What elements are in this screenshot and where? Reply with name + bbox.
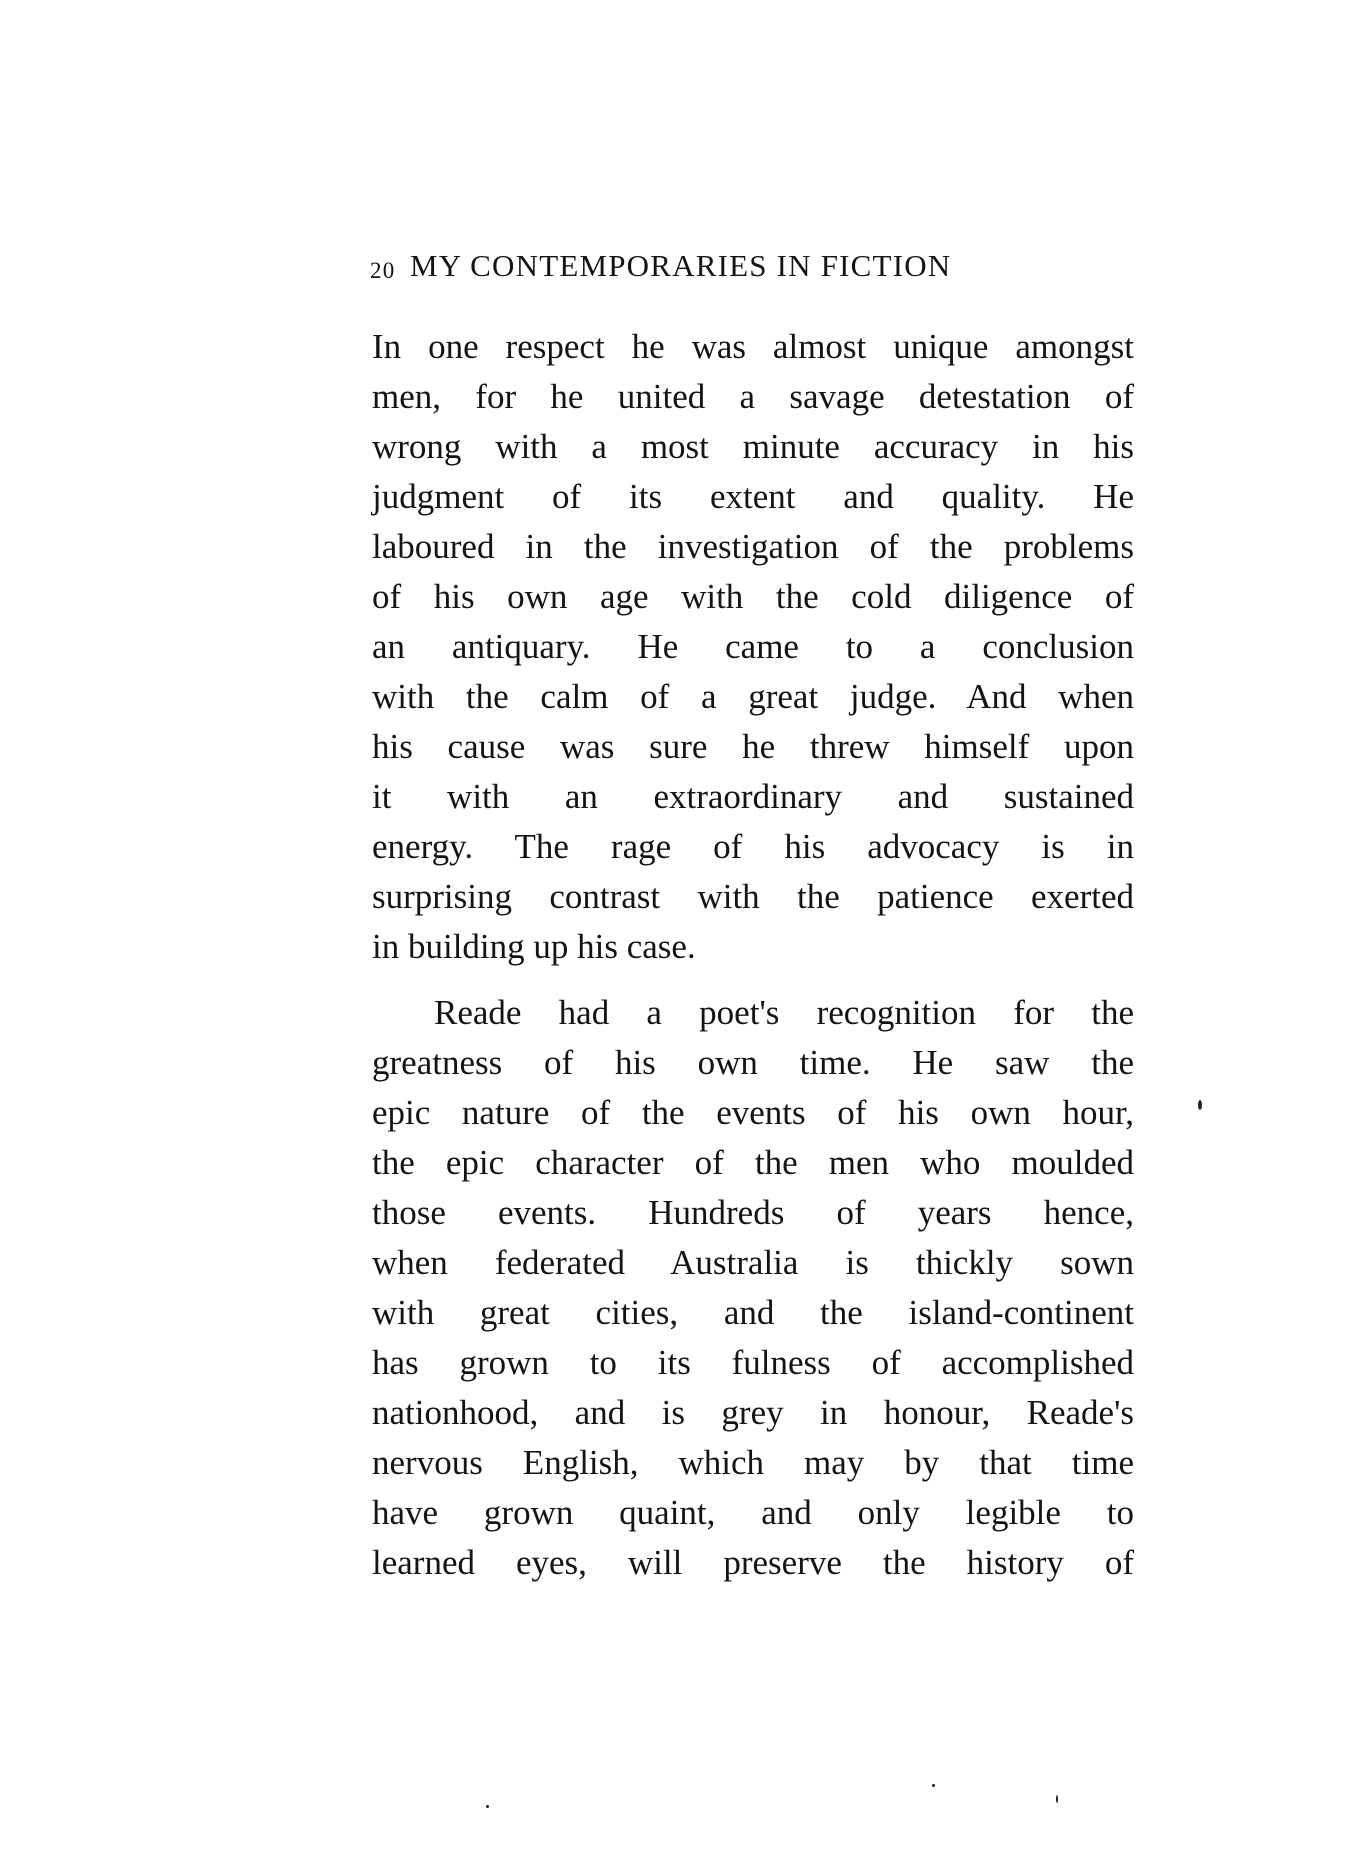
text-line: nervous English, which may by that time <box>372 1443 1134 1482</box>
text-line: In one respect he was almost unique amongst <box>372 327 1134 366</box>
text-line: with the calm of a great judge. And when <box>372 677 1134 716</box>
text-line: in building up his case. <box>372 927 696 966</box>
text-line: energy. The rage of his advocacy is in <box>372 827 1134 866</box>
text-line: Reade had a poet's recognition for the <box>434 993 1134 1032</box>
paragraph-1 <box>372 322 1134 972</box>
text-line: have grown quaint, and only legible to <box>372 1493 1134 1532</box>
text-line: of his own age with the cold diligence of <box>372 577 1134 616</box>
text-line: his cause was sure he threw himself upon <box>372 727 1134 766</box>
text-line: an antiquary. He came to a conclusion <box>372 627 1134 666</box>
text-line: laboured in the investigation of the problems <box>372 527 1134 566</box>
running-head <box>370 248 1130 298</box>
running-title: MY CONTEMPORARIES IN FICTION <box>410 248 952 283</box>
scan-speck <box>1198 1100 1202 1110</box>
paragraph-gap <box>372 972 1134 988</box>
text-line: men, for he united a savage detestation of <box>372 377 1134 416</box>
text-line: nationhood, and is grey in honour, Reade's <box>372 1393 1134 1432</box>
paragraph-2 <box>372 988 1134 1588</box>
text-line: with great cities, and the island-continent <box>372 1293 1134 1332</box>
text-line: greatness of his own time. He saw the <box>372 1043 1134 1082</box>
body-text <box>372 322 1134 1588</box>
text-line: judgment of its extent and quality. He <box>372 477 1134 516</box>
text-line: learned eyes, will preserve the history of <box>372 1543 1134 1582</box>
text-line: it with an extraordinary and sustained <box>372 777 1134 816</box>
text-line: surprising contrast with the patience exerted <box>372 877 1134 916</box>
scan-speck <box>486 1805 489 1808</box>
text-line: those events. Hundreds of years hence, <box>372 1193 1134 1232</box>
scan-speck <box>1056 1795 1058 1803</box>
text-line: when federated Australia is thickly sown <box>372 1243 1134 1282</box>
page-number: 20 <box>370 258 396 283</box>
text-line: has grown to its fulness of accomplished <box>372 1343 1134 1382</box>
scan-speck <box>932 1784 935 1787</box>
text-line: epic nature of the events of his own hour, <box>372 1093 1134 1132</box>
text-line: the epic character of the men who moulded <box>372 1143 1134 1182</box>
text-line: wrong with a most minute accuracy in his <box>372 427 1134 466</box>
